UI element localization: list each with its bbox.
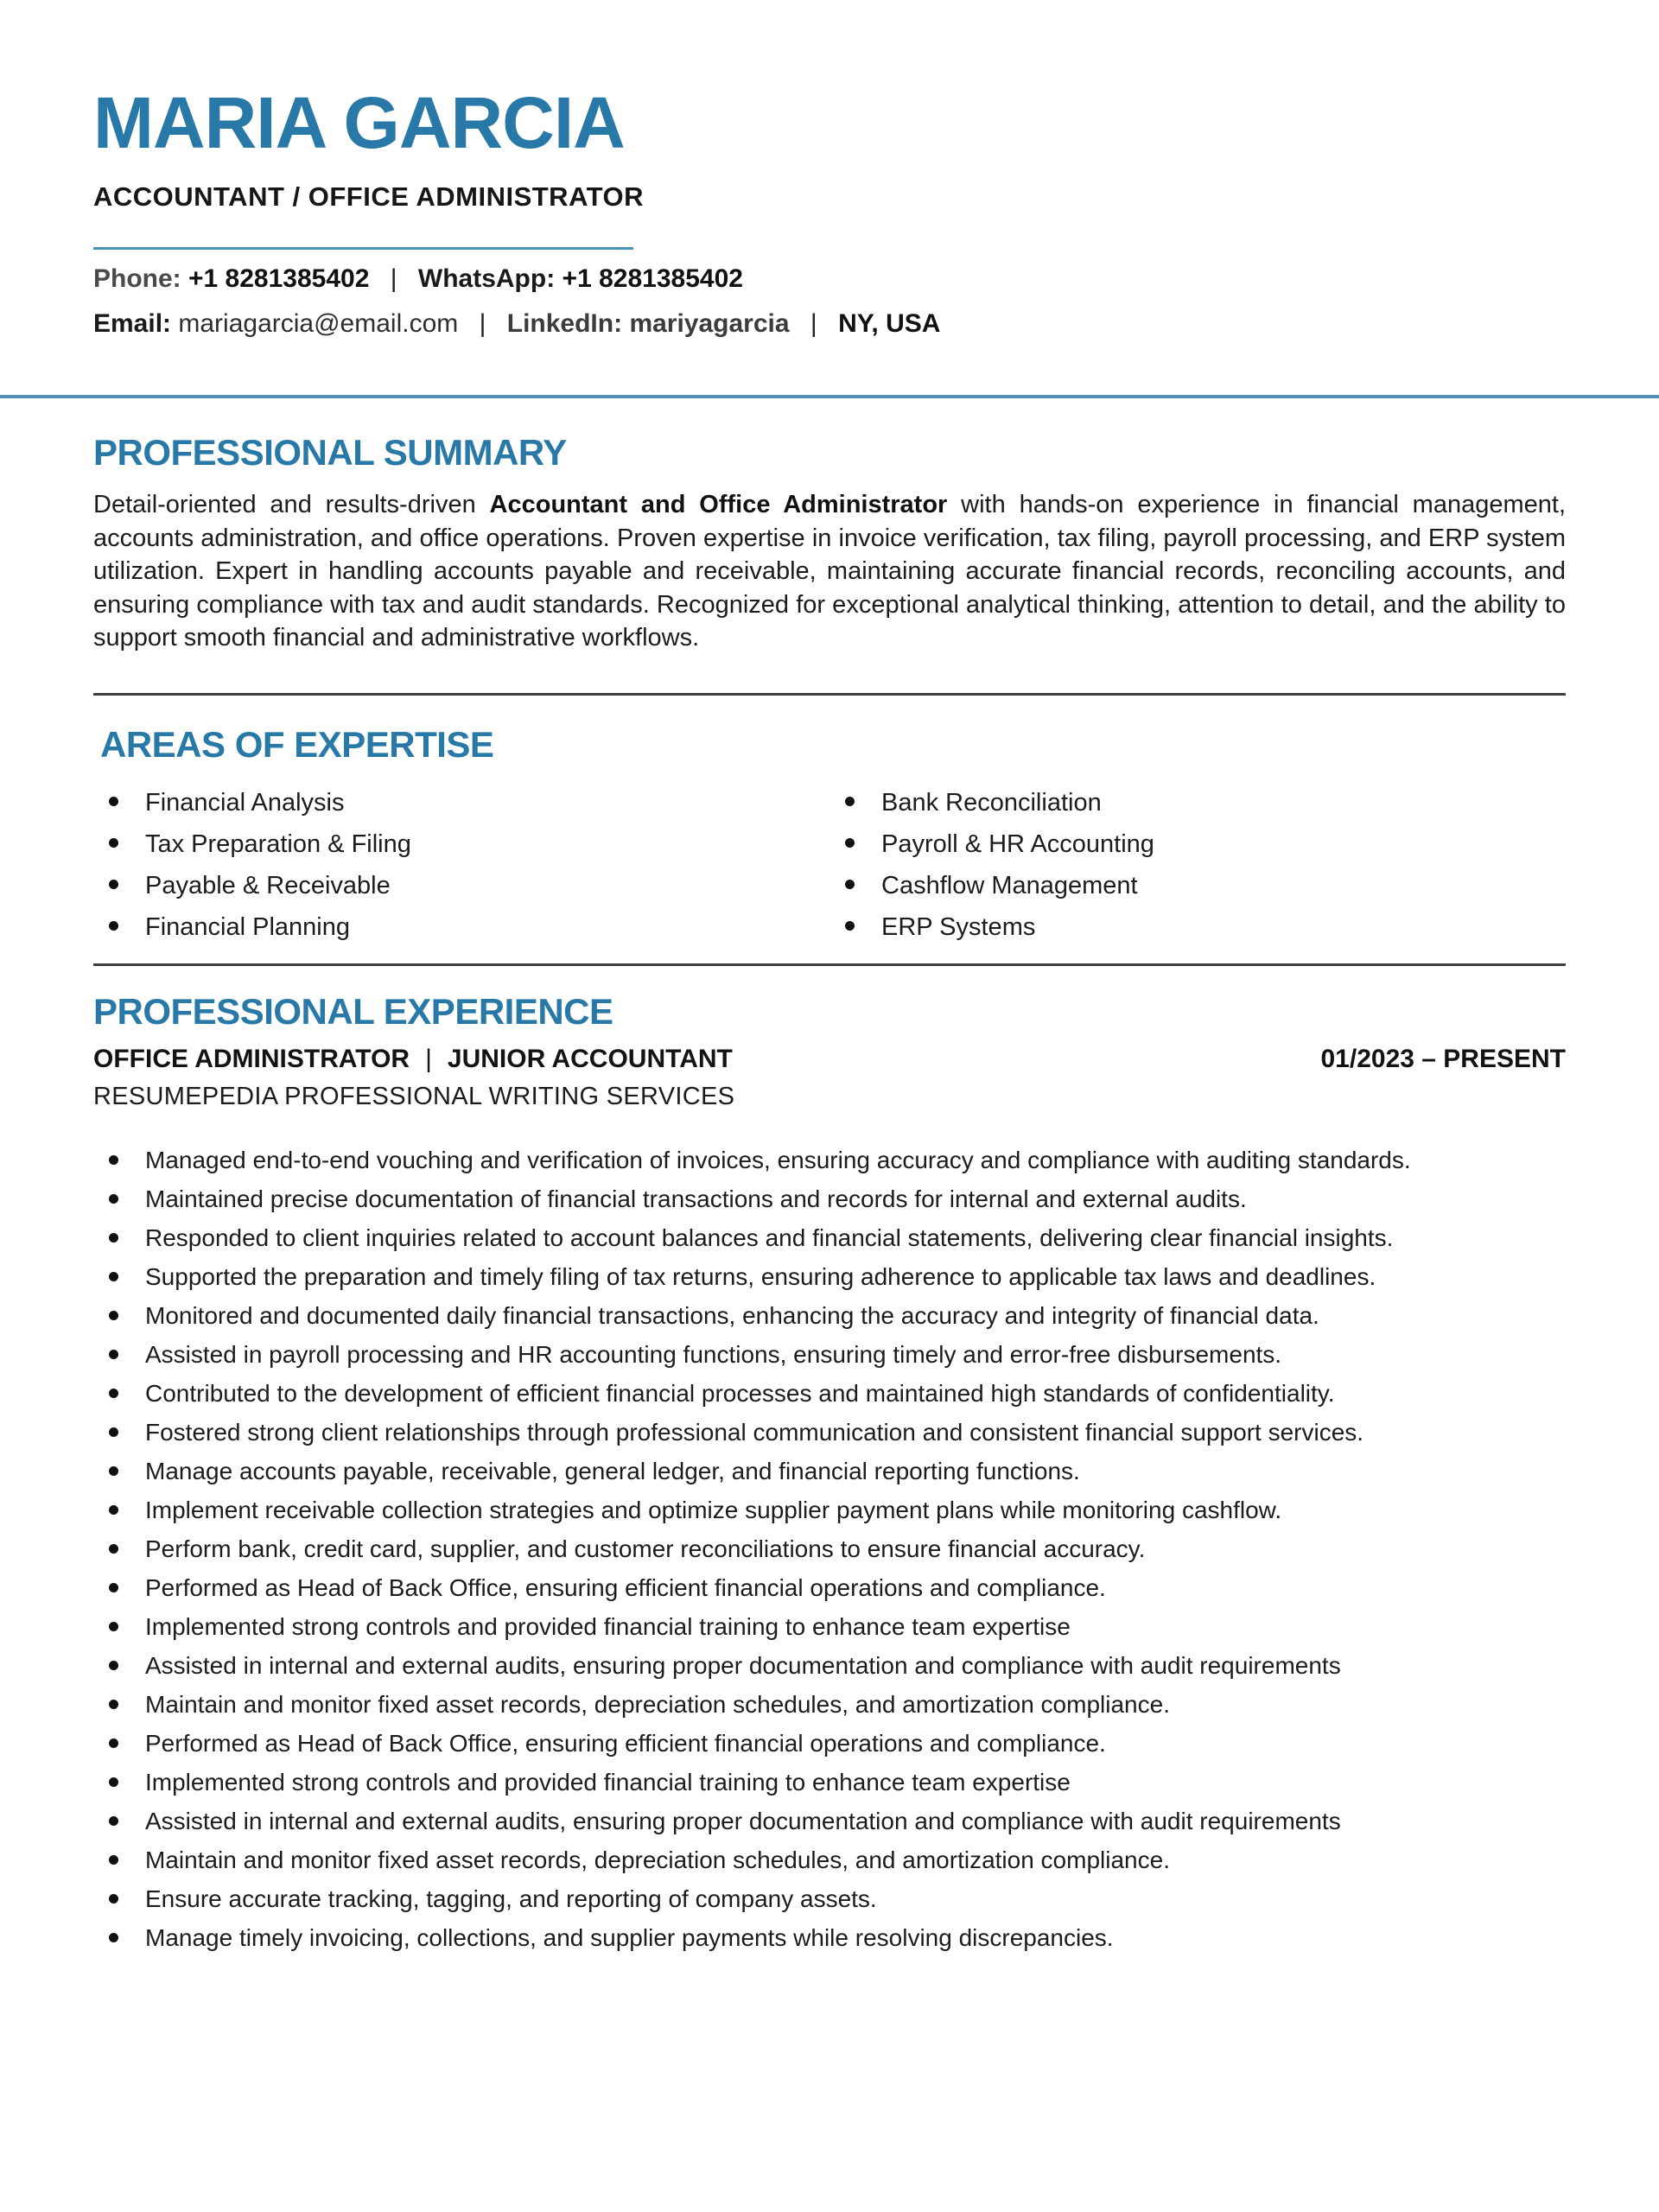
summary-heading: PROFESSIONAL SUMMARY [93,432,567,473]
list-item-text: Assisted in payroll processing and HR accounting functions, ensuring timely and error-free disbursements. [145,1340,1282,1368]
bullet-icon [845,880,855,889]
list-item-text: Tax Preparation & Filing [145,830,411,858]
bullet-icon [109,921,118,931]
bullet-icon [109,1544,118,1554]
list-item [93,1840,1566,1879]
list-item-text: Contributed to the development of efficient financial processes and maintained high standards of confidentiality. [145,1379,1335,1407]
list-item-text: Assisted in internal and external audits, ensuring proper documentation and compliance with audit requirements [145,1807,1341,1834]
whatsapp-label: WhatsApp: [417,264,556,293]
list-item [830,865,1566,906]
bullet-icon [109,1272,118,1281]
bullet-icon [109,1700,118,1709]
bullet-icon [109,1661,118,1670]
list-item [93,1918,1566,1957]
phone-label: Phone: [93,264,181,293]
list-item [93,1374,1566,1413]
list-item-text: Assisted in internal and external audits, ensuring proper documentation and compliance with audit requirements [145,1651,1341,1679]
whatsapp-value: +1 8281385402 [562,264,743,293]
phone-value: +1 8281385402 [188,264,370,293]
list-item-text: Implemented strong controls and provided financial training to enhance team expertise [145,1768,1071,1796]
resume-body [93,433,1566,1957]
list-item [93,823,830,865]
list-item [93,782,830,823]
expertise-list-right [830,782,1566,948]
role-secondary: JUNIOR ACCOUNTANT [447,1044,733,1073]
list-item [93,1179,1566,1218]
experience-heading: PROFESSIONAL EXPERIENCE [93,990,613,1032]
list-item [93,1529,1566,1568]
role-separator: | [425,1044,432,1073]
experience-section [93,992,1566,1957]
bullet-icon [845,797,855,806]
role-primary: OFFICE ADMINISTRATOR [93,1044,410,1073]
summary-paragraph [93,488,1566,655]
list-item-text: Financial Analysis [145,788,345,817]
list-item-text: Fostered strong client relationships through professional communication and consistent financial support services. [145,1418,1364,1446]
section-divider-rule [93,693,1566,696]
bullet-icon [109,1933,118,1942]
expertise-heading: AREAS OF EXPERTISE [100,723,494,765]
list-item-text: Payable & Receivable [145,871,391,899]
list-item-text: Monitored and documented daily financial transactions, enhancing the accuracy and integrity of financial data. [145,1301,1319,1329]
list-item-text: Implemented strong controls and provided financial training to enhance team expertise [145,1612,1071,1640]
list-item [93,1413,1566,1452]
list-item-text: Cashflow Management [881,871,1138,899]
list-item [830,823,1566,865]
candidate-name: MARIA GARCIA [93,82,625,163]
bullet-icon [109,838,118,848]
experience-role-row [93,1044,1566,1075]
list-item-text: Managed end-to-end vouching and verification of invoices, ensuring accuracy and compliance with auditing standards. [145,1146,1411,1173]
bullet-icon [109,1350,118,1359]
experience-role [93,1044,733,1075]
list-item [93,906,830,948]
list-item-text: Bank Reconciliation [881,788,1102,817]
list-item [93,1763,1566,1802]
list-item [93,1218,1566,1257]
experience-company: RESUMEPEDIA PROFESSIONAL WRITING SERVICES [93,1082,735,1110]
bullet-icon [109,1738,118,1748]
list-item-text: Performed as Head of Back Office, ensuring efficient financial operations and compliance. [145,1729,1106,1757]
list-item-text: Ensure accurate tracking, tagging, and reporting of company assets. [145,1885,877,1912]
summary-section [93,433,1566,655]
list-item [93,1568,1566,1607]
list-item [93,1724,1566,1763]
expertise-list-left [93,782,830,948]
expertise-columns [93,782,1566,948]
bullet-icon [845,921,855,931]
contact-line-phone [93,263,1566,295]
contact-line-email [93,308,1566,340]
bullet-icon [109,880,118,889]
bullet-icon [109,1311,118,1320]
list-item [93,865,830,906]
contact-separator: | [810,309,817,338]
bullet-icon [109,1233,118,1243]
bullet-icon [109,1777,118,1787]
list-item-text: Performed as Head of Back Office, ensuring efficient financial operations and compliance. [145,1573,1106,1601]
location-value: NY, USA [838,309,941,338]
contact-separator: | [390,264,397,293]
list-item [93,1802,1566,1840]
bullet-icon [109,797,118,806]
bullet-icon [109,1622,118,1631]
bullet-icon [109,1427,118,1437]
list-item-text: Implement receivable collection strategies and optimize supplier payment plans while monitoring cashflow. [145,1496,1282,1523]
list-item [93,1141,1566,1179]
list-item [93,1296,1566,1335]
summary-text-tail: with hands-on experience in financial management, accounts administration, and office operations. Proven expertise in invoice verification, tax filing, payroll processing, and ERP system utilization. Expert in handling accounts payable and receivable, maintaining accurate financial records, reconciling accounts, and ensuring compliance with tax and audit standards. Recognized for exceptional analytical thinking, attention to detail, and the ability to support smooth financial and administrative workflows. [93,491,1567,652]
list-item-text: Maintain and monitor fixed asset records, depreciation schedules, and amortization compliance. [145,1690,1170,1718]
list-item [93,1607,1566,1646]
list-item [93,1646,1566,1685]
email-value: mariagarcia@email.com [178,309,459,338]
bullet-icon [109,1505,118,1515]
list-item-text: Manage accounts payable, receivable, general ledger, and financial reporting functions. [145,1457,1080,1484]
bullet-icon [109,1894,118,1904]
bullet-icon [109,1583,118,1592]
resume-header [93,82,1566,340]
expertise-section [93,725,1566,948]
bullet-icon [109,1855,118,1865]
summary-text-bold: Accountant and Office Administrator [489,491,948,518]
bullet-icon [845,838,855,848]
list-item [93,1879,1566,1918]
candidate-job-title: ACCOUNTANT / OFFICE ADMINISTRATOR [93,181,645,212]
list-item [93,1257,1566,1296]
list-item-text: Financial Planning [145,912,350,941]
linkedin-label: LinkedIn: [506,309,623,338]
bullet-icon [109,1466,118,1476]
header-divider-rule [0,395,1659,398]
list-item [93,1685,1566,1724]
list-item [830,906,1566,948]
list-item-text: Payroll & HR Accounting [881,830,1154,858]
experience-dates: 01/2023 – PRESENT [1320,1044,1566,1073]
section-divider-rule [93,963,1566,966]
email-label: Email: [93,309,172,338]
list-item-text: Perform bank, credit card, supplier, and customer reconciliations to ensure financial accuracy. [145,1535,1146,1562]
list-item-text: Maintain and monitor fixed asset records, depreciation schedules, and amortization compliance. [145,1846,1170,1873]
list-item-text: Maintained precise documentation of financial transactions and records for internal and external audits. [145,1185,1247,1212]
list-item [830,782,1566,823]
bullet-icon [109,1816,118,1826]
list-item-text: ERP Systems [881,912,1036,941]
list-item [93,1452,1566,1491]
title-underline-rule [93,247,633,250]
list-item-text: Manage timely invoicing, collections, and supplier payments while resolving discrepancies. [145,1923,1114,1951]
list-item-text: Responded to client inquiries related to account balances and financial statements, delivering clear financial insights. [145,1224,1394,1251]
bullet-icon [109,1155,118,1165]
list-item [93,1335,1566,1374]
bullet-icon [109,1194,118,1204]
contact-separator: | [479,309,486,338]
experience-bullet-list [93,1141,1566,1957]
summary-text-lead: Detail-oriented and results-driven [93,491,490,518]
bullet-icon [109,1389,118,1398]
list-item-text: Supported the preparation and timely filing of tax returns, ensuring adherence to applicable tax laws and deadlines. [145,1262,1376,1290]
list-item [93,1491,1566,1529]
linkedin-value: mariyagarcia [629,309,790,338]
